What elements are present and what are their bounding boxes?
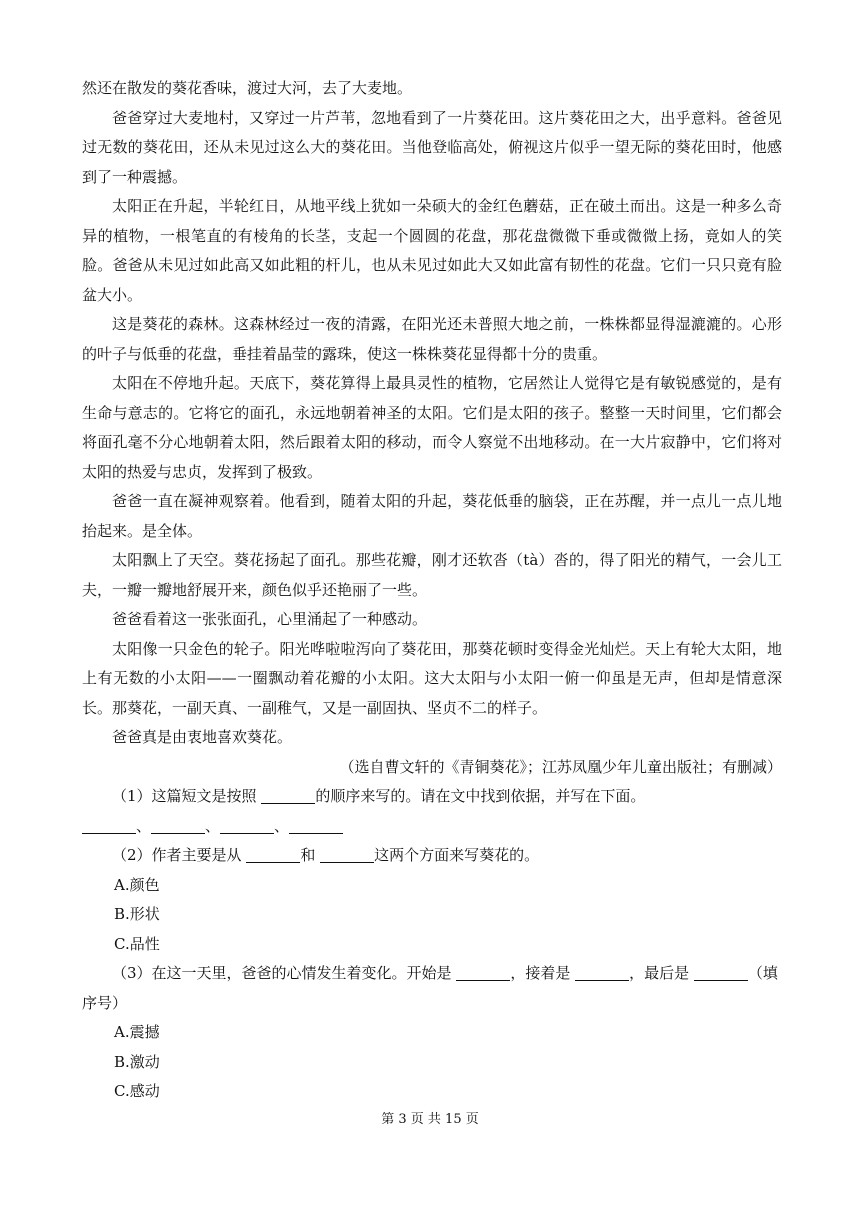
- answer-blank[interactable]: [82, 817, 136, 834]
- question-3: [82, 959, 782, 1018]
- answer-blank[interactable]: [289, 817, 343, 834]
- question-3-mid1: ，接着是: [510, 964, 576, 982]
- option-c: C.感动: [114, 1082, 160, 1100]
- answer-blank[interactable]: [575, 964, 629, 981]
- option-a: A.颜色: [114, 875, 160, 894]
- question-1-suffix: 的顺序来写的。请在文中找到依据，并写在下面。: [315, 787, 646, 805]
- question-3-mid2: ，最后是: [629, 964, 694, 982]
- answer-blank[interactable]: [320, 846, 374, 863]
- paragraph: 爸爸真是由衷地喜欢葵花。: [112, 728, 293, 746]
- question-2: [82, 841, 782, 871]
- paragraph: 太阳在不停地升起。天底下，葵花算得上最具灵性的植物，它居然让人觉得它是有敏锐感觉的，是有生命与意志的。它将它的面孔，永远地朝着神圣的太阳。它们是太阳的孩子。整整一天时间里，它们都会将面孔毫不分心地朝着太阳，然后跟着太阳的移动，而令人察觉不出地移动。在一大片寂静中，它们将对太阳的热爱与忠贞，发挥到了极致。: [82, 374, 782, 481]
- answer-blank[interactable]: [151, 817, 205, 834]
- question-1: [82, 782, 782, 812]
- question-2-suffix: 这两个方面来写葵花的。: [374, 846, 540, 864]
- paragraph: 爸爸穿过大麦地村，又穿过一片芦苇，忽地看到了一片葵花田。这片葵花田之大，出乎意料。爸爸见过无数的葵花田，还从未见过这么大的葵花田。当他登临高处，俯视这片似乎一望无际的葵花田时，他感到了一种震撼。: [82, 108, 782, 186]
- paragraph: 太阳像一只金色的轮子。阳光哗啦啦泻向了葵花田，那葵花顿时变得金光灿烂。天上有轮大太阳，地上有无数的小太阳——一圈飘动着花瓣的小太阳。这大太阳与小太阳一俯一仰虽是无声，但却是情意深长。那葵花，一副天真、一副稚气，又是一副固执、坚贞不二的样子。: [82, 639, 782, 717]
- answer-blank[interactable]: [220, 817, 274, 834]
- question-3-suffix: （填序号）: [82, 964, 778, 1012]
- paragraph: 这是葵花的森林。这森林经过一夜的清露，在阳光还未普照大地之前，一株株都显得湿漉漉的。心形的叶子与低垂的花盘，垂挂着晶莹的露珠，使这一株株葵花显得都十分的贵重。: [82, 315, 782, 363]
- separator: 、: [205, 816, 221, 835]
- option-a: A.震撼: [114, 1023, 160, 1041]
- question-2-prefix: （2）作者主要是从: [112, 846, 247, 864]
- paragraph: 爸爸看着这一张张面孔，心里涌起了一种感动。: [112, 610, 428, 628]
- answer-blank[interactable]: [246, 846, 300, 863]
- source-citation: （选自曹文轩的《青铜葵花》；江苏凤凰少年儿童出版社；有删减）: [339, 757, 782, 776]
- option-b: B.激动: [114, 1052, 160, 1071]
- separator: 、: [274, 816, 290, 835]
- question-3-prefix: （3）在这一天里，爸爸的心情发生着变化。开始是: [112, 964, 457, 982]
- answer-blank[interactable]: [261, 787, 315, 804]
- paragraph: 太阳正在升起，半轮红日，从地平线上犹如一朵硕大的金红色蘑菇，正在破土而出。这是一种多么奇异的植物，一根笔直的有棱角的长茎，支起一个圆圆的花盘，那花盘微微下垂或微微上扬，竟如人的笑脸。爸爸从未见过如此高又如此粗的杆儿，也从未见过如此大又如此富有韧性的花盘。它们一只只竟有脸盆大小。: [82, 197, 782, 304]
- option-c: C.品性: [114, 934, 160, 953]
- option-b: B.形状: [114, 905, 160, 923]
- question-2-mid: 和: [300, 846, 321, 864]
- separator: 、: [136, 816, 152, 835]
- answer-blank[interactable]: [456, 964, 510, 981]
- page-footer: 第 3 页 共 15 页: [381, 1112, 479, 1127]
- paragraph: 爸爸一直在凝神观察着。他看到，随着太阳的升起，葵花低垂的脑袋，正在苏醒，并一点儿一点儿地抬起来。是全体。: [82, 492, 782, 540]
- paragraph: 太阳飘上了天空。葵花扬起了面孔。那些花瓣，刚才还软沓（tà）沓的，得了阳光的精气，一会儿工夫，一瓣一瓣地舒展开来，颜色似乎还艳丽了一些。: [82, 551, 782, 599]
- reading-passage: [82, 74, 782, 1107]
- paragraph: 然还在散发的葵花香味，渡过大河，去了大麦地。: [82, 79, 413, 97]
- question-1-prefix: （1）这篇短文是按照: [112, 787, 262, 805]
- answer-blank[interactable]: [694, 964, 748, 981]
- question-1-answer-row: [82, 812, 782, 842]
